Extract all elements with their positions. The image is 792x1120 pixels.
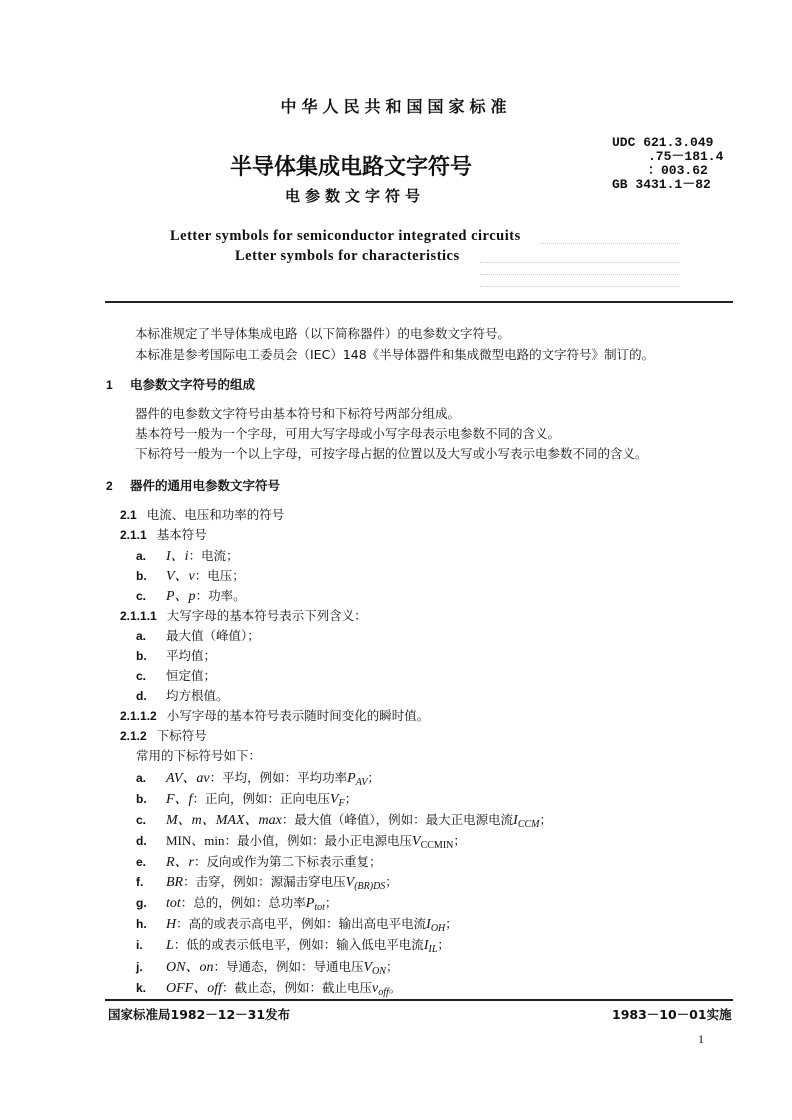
item-label: f.: [136, 875, 144, 889]
section-title: 器件的通用电参数文字符号: [130, 478, 281, 493]
document-title: 半导体集成电路文字符号: [230, 155, 473, 180]
list-item: [136, 851, 382, 871]
subsection-number: 2.1.2: [120, 729, 147, 743]
effective-date: 1983－10－01实施: [612, 1007, 732, 1022]
example-symbol: I: [426, 917, 431, 932]
list-item: [136, 809, 552, 830]
symbol: M、m、MAX、max: [166, 813, 282, 828]
item-label: b.: [136, 569, 147, 583]
list-item: [136, 626, 260, 644]
subsection-2-1-1: [120, 525, 207, 543]
symbol: MIN、min: [166, 833, 225, 848]
list-item: [136, 893, 337, 913]
item-text: ：正向，例如：正向电压: [192, 791, 330, 806]
scan-artifact: [480, 274, 680, 275]
example-subscript: off: [378, 987, 389, 998]
subsection-title: 电流、电压和功率的符号: [146, 507, 285, 522]
example-symbol: I: [423, 938, 429, 953]
intro-paragraph: 本标准是参考国际电工委员会（IEC）148《半导体器件和集成微型电路的文字符号》制订的。: [135, 347, 655, 362]
item-end: ；: [385, 959, 399, 974]
item-text: 平均值；: [166, 648, 217, 663]
list-item: [136, 767, 380, 788]
item-end: ；: [344, 791, 358, 806]
item-label: a.: [136, 629, 147, 643]
scan-artifact: [480, 262, 680, 263]
symbol: BR: [166, 875, 184, 890]
example-subscript: (BR)DS: [354, 881, 386, 892]
symbol: L: [166, 938, 174, 953]
subsection-title: 下标符号: [156, 728, 207, 743]
item-text: ：电流；: [188, 548, 239, 563]
issue-date: 国家标准局1982－12－31发布: [108, 1007, 291, 1022]
list-item: [136, 545, 239, 565]
item-label: j.: [136, 960, 143, 974]
item-label: k.: [136, 981, 147, 995]
symbol: OFF、off: [166, 981, 222, 996]
item-text: ：电压；: [194, 568, 245, 583]
section-1-heading: [106, 375, 255, 393]
item-label: g.: [136, 896, 147, 910]
list-item: [136, 935, 450, 955]
item-text: ：最大值（峰值），例如：最大正电源电流: [281, 812, 514, 827]
item-label: c.: [136, 813, 147, 827]
example-subscript: tot: [314, 902, 325, 913]
subsection-number: 2.1.1.2: [120, 709, 157, 723]
page-number: 1: [698, 1032, 704, 1046]
list-item: [136, 956, 398, 977]
item-text: ：平均，例如：平均功率: [209, 770, 348, 785]
national-standard-heading: 中华人民共和国国家标准: [280, 97, 512, 116]
item-text: ：功率。: [195, 588, 246, 603]
symbol: H: [166, 917, 177, 932]
list-item: [136, 977, 401, 998]
subsection-title: 小写字母的基本符号表示随时间变化的瞬时值。: [166, 708, 430, 723]
example-subscript: AV: [355, 777, 368, 788]
subsection-2-1-2: [120, 726, 207, 744]
item-label: c.: [136, 589, 147, 603]
symbol: I、i: [166, 549, 189, 564]
intro-paragraph: 本标准规定了半导体集成电路（以下简称器件）的电参数文字符号。: [135, 326, 511, 341]
scan-artifact: [480, 286, 680, 287]
item-end: ；: [385, 874, 398, 889]
section-title: 电参数文字符号的组成: [130, 377, 256, 392]
example-symbol: V: [345, 875, 355, 890]
example-symbol: V: [363, 960, 373, 975]
item-label: h.: [136, 917, 147, 931]
item-label: d.: [136, 834, 147, 848]
item-end: ；: [324, 895, 338, 910]
item-text: 恒定值；: [166, 668, 217, 683]
example-subscript: CCM: [517, 819, 540, 830]
document-subtitle: 电参数文字符号: [285, 187, 426, 205]
list-item: [136, 666, 216, 684]
item-label: a.: [136, 549, 147, 563]
item-end: ；: [367, 770, 380, 785]
section-number: 2: [106, 479, 113, 493]
subsection-2-1-1-1: [120, 606, 367, 624]
symbol: ON、on: [166, 960, 214, 975]
paragraph: 基本符号一般为一个字母，可用大写字母或小写字母表示电参数不同的含义。: [135, 426, 561, 441]
example-symbol: v: [372, 981, 379, 996]
example-subscript: CCMIN: [420, 840, 454, 851]
subsection-2-1-1-2: [120, 706, 429, 724]
section-2-heading: [106, 476, 280, 494]
scan-artifact: [540, 243, 680, 244]
english-subtitle: Letter symbols for characteristics: [235, 248, 460, 264]
item-label: a.: [136, 771, 147, 785]
symbol: F、f: [166, 792, 193, 807]
list-item: [136, 788, 357, 809]
udc-line: .75－181.4: [648, 149, 724, 164]
section-number: 1: [106, 378, 113, 392]
item-label: b.: [136, 649, 147, 663]
standard-number: GB 3431.1－82: [612, 177, 711, 192]
item-text: 最大值（峰值）；: [166, 628, 260, 643]
udc-classification: [612, 136, 723, 192]
item-text: ：总的，例如：总功率: [180, 895, 306, 910]
item-end: 。: [388, 980, 402, 995]
item-end: ；: [453, 833, 466, 848]
item-text: ：低的或表示低电平，例如：输入低电平电流: [173, 937, 424, 952]
subsection-title: 大写字母的基本符号表示下列含义：: [166, 608, 367, 623]
list-item: [136, 585, 246, 605]
symbol: V、v: [166, 569, 195, 584]
list-item: [136, 830, 466, 851]
example-symbol: P: [305, 896, 315, 911]
item-label: b.: [136, 792, 147, 806]
item-end: ；: [445, 916, 458, 931]
english-title: Letter symbols for semiconductor integrated circuits: [170, 228, 521, 244]
subsection-number: 2.1.1.1: [120, 609, 157, 623]
list-item: [136, 686, 229, 704]
paragraph: 下标符号一般为一个以上字母，可按字母占据的位置以及大写或小写表示电参数不同的含义。: [135, 446, 648, 461]
item-label: c.: [136, 669, 147, 683]
item-text: ：最小值，例如：最小正电源电压: [224, 833, 413, 848]
list-item: [136, 646, 216, 664]
footer-divider: [105, 999, 733, 1001]
paragraph: 常用的下标符号如下：: [136, 748, 262, 763]
example-subscript: IL: [428, 944, 438, 955]
item-end: ；: [539, 812, 552, 827]
subsection-number: 2.1.1: [120, 528, 147, 542]
example-subscript: ON: [372, 966, 386, 977]
symbol: tot: [166, 896, 181, 911]
paragraph: 器件的电参数文字符号由基本符号和下标符号两部分组成。: [135, 406, 461, 421]
example-symbol: V: [412, 834, 421, 849]
example-symbol: I: [513, 813, 518, 828]
example-symbol: P: [347, 771, 356, 786]
subsection-number: 2.1: [120, 508, 137, 522]
item-text: ：截止态，例如：截止电压: [222, 980, 373, 995]
header-divider: [105, 301, 733, 303]
item-text: ：反向或作为第二下标表示重复；: [194, 854, 382, 869]
list-item: [136, 565, 245, 585]
item-end: ；: [437, 937, 450, 952]
list-item: [136, 914, 458, 934]
example-symbol: V: [329, 792, 339, 807]
symbol: P、p: [166, 589, 196, 604]
symbol: AV、av: [166, 771, 210, 786]
item-text: ：高的或表示高电平，例如：输出高电平电流: [176, 916, 427, 931]
item-label: e.: [136, 855, 147, 869]
item-text: ：击穿，例如：源漏击穿电压: [183, 874, 346, 889]
list-item: [136, 872, 398, 892]
example-subscript: F: [338, 798, 345, 809]
example-subscript: OH: [430, 923, 446, 934]
item-label: d.: [136, 689, 147, 703]
symbol: R、r: [166, 855, 194, 870]
item-label: i.: [136, 938, 143, 952]
udc-line: UDC 621.3.049: [612, 135, 714, 150]
subsection-title: 基本符号: [156, 527, 207, 542]
subsection-2-1: [120, 505, 284, 523]
item-text: 均方根值。: [166, 688, 229, 703]
item-text: ：导通态，例如：导通电压: [213, 959, 364, 974]
udc-line: ：003.62: [648, 163, 708, 178]
